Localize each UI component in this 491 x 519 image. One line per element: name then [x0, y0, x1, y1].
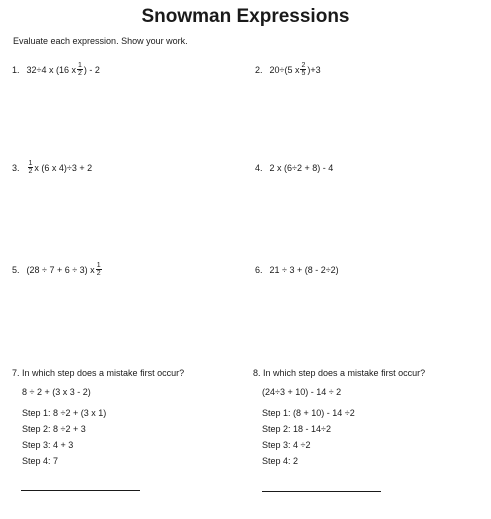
fraction-numerator: 1 — [96, 262, 101, 269]
question-8-answer-line[interactable] — [262, 491, 381, 492]
expression-part: x (6 x 4)÷3 + 2 — [34, 162, 93, 173]
question-8-prompt: 8. In which step does a mistake first occur? — [253, 368, 426, 378]
expression-part: 32÷4 x (16 x — [26, 64, 76, 75]
fraction-numerator: 1 — [28, 160, 33, 167]
problem-1 — [12, 62, 100, 77]
fraction-denominator: 2 — [28, 168, 33, 175]
problem-number: 2. — [255, 64, 263, 75]
problem-number: 1. — [12, 64, 20, 75]
question-7-step: Step 1: 8 ÷2 + (3 x 1) — [22, 408, 107, 418]
fraction-denominator: 5 — [301, 70, 306, 77]
fraction-numerator: 1 — [77, 62, 82, 69]
problem-6 — [255, 265, 339, 275]
question-8-step: Step 1: (8 + 10) - 14 ÷2 — [262, 408, 355, 418]
fraction — [77, 62, 83, 77]
expression-part: ) - 2 — [83, 64, 100, 75]
fraction — [300, 62, 306, 77]
problem-5 — [12, 262, 103, 277]
problem-number: 5. — [12, 264, 20, 275]
fraction-denominator: 2 — [96, 270, 101, 277]
expression-part: (28 ÷ 7 + 6 ÷ 3) x — [26, 264, 95, 275]
question-7-step: Step 3: 4 + 3 — [22, 440, 74, 450]
question-8-step: Step 4: 2 — [262, 456, 299, 466]
question-7-answer-line[interactable] — [21, 490, 140, 491]
question-7-step: Step 2: 8 ÷2 + 3 — [22, 424, 86, 434]
question-7-step: Step 4: 7 — [22, 456, 59, 466]
fraction — [28, 160, 34, 175]
fraction-denominator: 2 — [77, 70, 82, 77]
question-8-expression: (24÷3 + 10) - 14 ÷ 2 — [262, 387, 342, 397]
expression-part: )+3 — [307, 64, 321, 75]
problem-number: 6. — [255, 265, 263, 275]
expression-part: 2 x (6÷2 + 8) - 4 — [269, 163, 334, 173]
question-8-step: Step 2: 18 - 14÷2 — [262, 424, 331, 434]
problem-2 — [255, 62, 321, 77]
problem-4 — [255, 163, 333, 173]
expression-part: 21 ÷ 3 + (8 - 2÷2) — [269, 265, 339, 275]
problem-number: 3. — [12, 162, 20, 173]
expression-part: 20÷(5 x — [269, 64, 300, 75]
page-title: Snowman Expressions — [141, 6, 350, 27]
question-7-expression: 8 ÷ 2 + (3 x 3 - 2) — [22, 387, 91, 397]
question-7-prompt: 7. In which step does a mistake first occur? — [12, 368, 185, 378]
problem-number: 4. — [255, 163, 263, 173]
instructions: Evaluate each expression. Show your work. — [13, 36, 188, 46]
problem-3 — [12, 160, 92, 175]
question-8-step: Step 3: 4 ÷2 — [262, 440, 311, 450]
fraction-numerator: 2 — [301, 62, 306, 69]
fraction — [96, 262, 102, 277]
